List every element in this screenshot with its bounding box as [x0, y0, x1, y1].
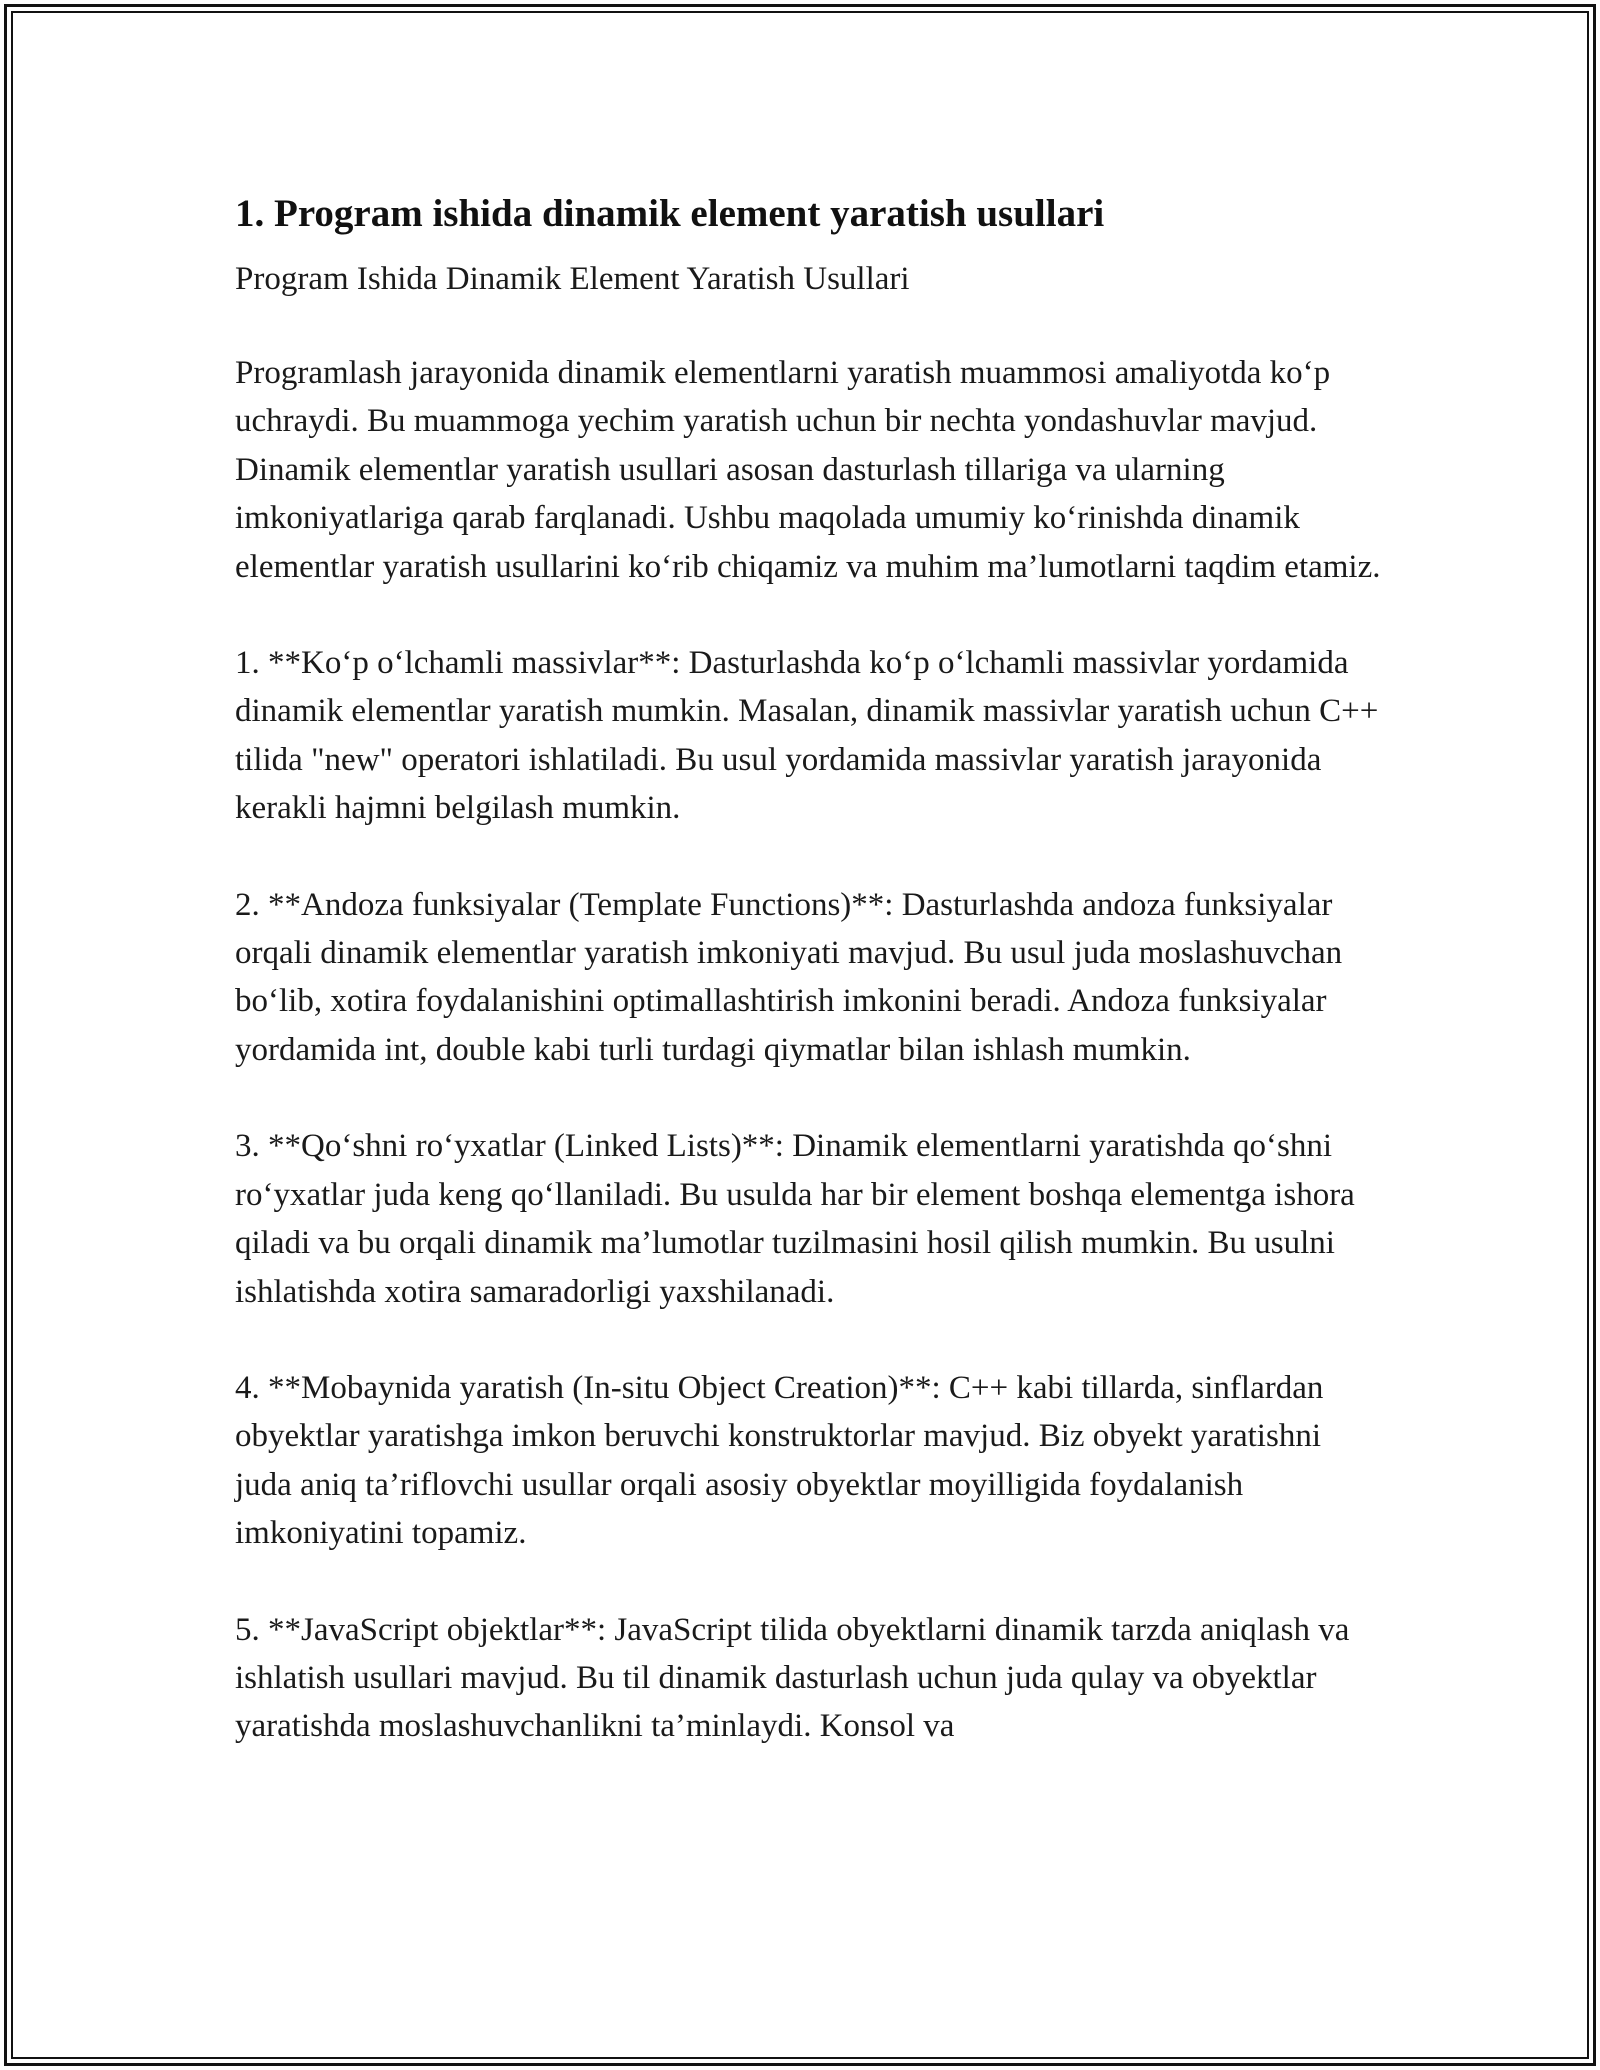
- list-item: 4. **Mobaynida yaratish (In-situ Object Creation)**: C++ kabi tillarda, sinflardan obyektlar yaratishga imkon beruvchi konstruktorlar mavjud. Biz obyekt yaratishni juda aniq ta’riflovchi usullar orqali asosiy obyektlar moyilligida foydalanish imkoniyatini topamiz.: [235, 1369, 1324, 1552]
- document-body: [235, 188, 1385, 1751]
- intro-paragraph: Programlash jarayonida dinamik elementlarni yaratish muammosi amaliyotda ko‘p uchraydi. Bu muammoga yechim yaratish uchun bir nechta yondashuvlar mavjud. Dinamik elementlar yaratish usullari asosan dasturlash tillariga va ularning imkoniyatlariga qarab farqlanadi. Ushbu maqolada umumiy ko‘rinishda dinamik elementlar yaratish usullarini ko‘rib chiqamiz va muhim ma’lumotlarni taqdim etamiz.: [235, 355, 1381, 585]
- list-item: 2. **Andoza funksiyalar (Template Functions)**: Dasturlashda andoza funksiyalar orqali dinamik elementlar yaratish imkoniyati mavjud. Bu usul juda moslashuvchan bo‘lib, xotira foydalanishini optimallashtirish imkonini beradi. Andoza funksiyalar yordamida int, double kabi turli turdagi qiymatlar bilan ishlash mumkin.: [235, 886, 1343, 1068]
- document-title: 1. Program ishida dinamik element yaratish usullari: [235, 192, 1105, 235]
- list-item: 1. **Ko‘p o‘lchamli massivlar**: Dasturlashda ko‘p o‘lchamli massivlar yordamida dinamik elementlar yaratish mumkin. Masalan, dinamik massivlar yaratish uchun C++ tilida "new" operatori ishlatiladi. Bu usul yordamida massivlar yaratish jarayonida kerakli hajmni belgilash mumkin.: [235, 645, 1379, 827]
- list-item: 5. **JavaScript objektlar**: JavaScript tilida obyektlarni dinamik tarzda aniqlash va ishlatish usullari mavjud. Bu til dinamik dasturlash uchun juda qulay va obyektlar yaratishda moslashuvchanlikni ta’minlaydi. Konsol va: [235, 1611, 1350, 1745]
- document-subtitle: Program Ishida Dinamik Element Yaratish Usullari: [235, 261, 910, 297]
- list-item: 3. **Qo‘shni ro‘yxatlar (Linked Lists)**: Dinamik elementlarni yaratishda qo‘shni ro‘yxatlar juda keng qo‘llaniladi. Bu usulda har bir element boshqa elementga ishora qiladi va bu orqali dinamik ma’lumotlar tuzilmasini hosil qilish mumkin. Bu usulni ishlatishda xotira samaradorligi yaxshilanadi.: [235, 1128, 1355, 1310]
